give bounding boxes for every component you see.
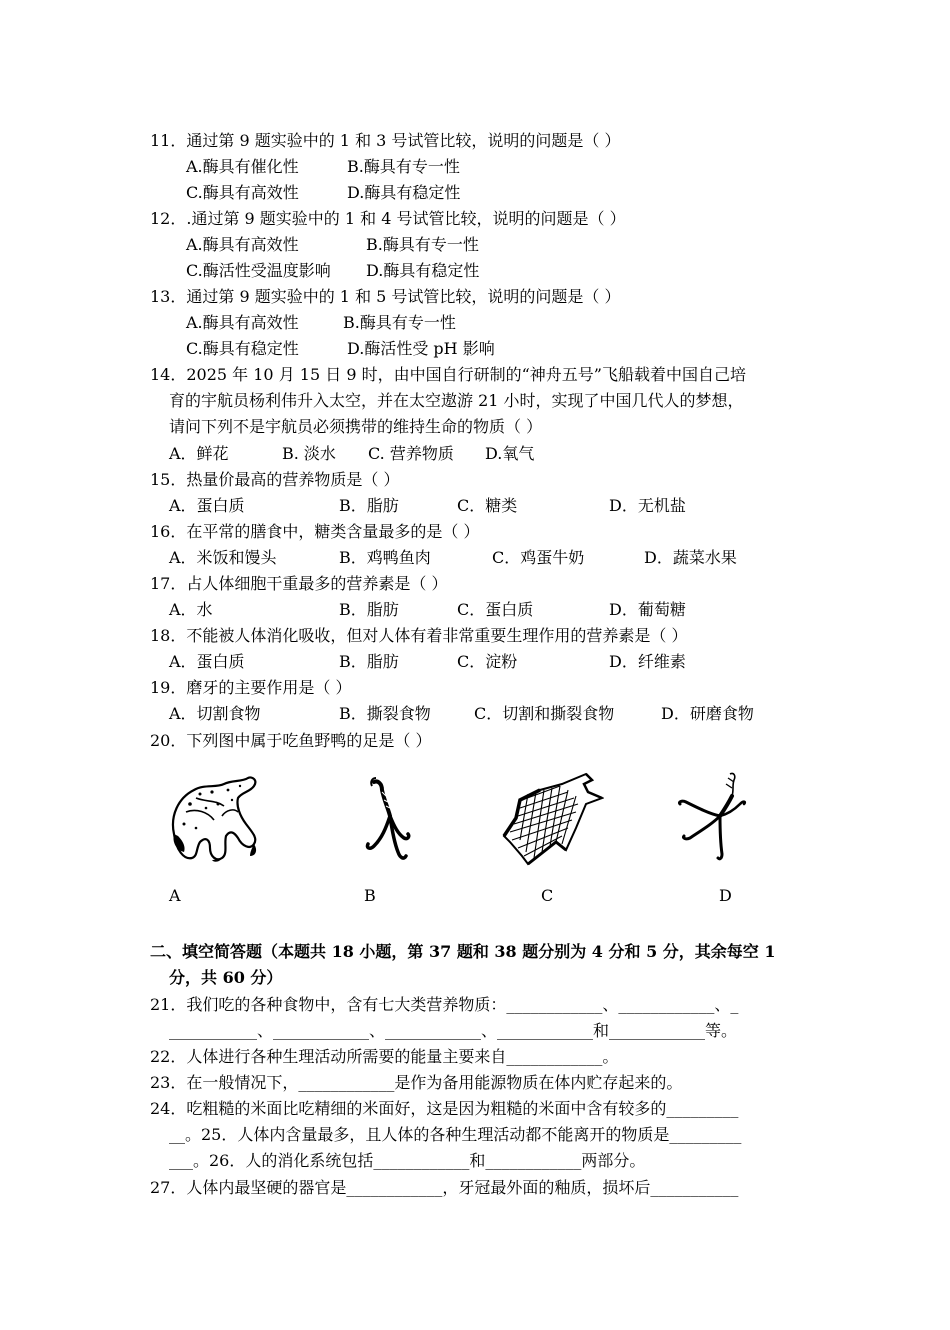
q12-option-d: D.酶具有稳定性 xyxy=(366,261,480,280)
foot-figure-a xyxy=(166,772,266,864)
q15-option-a: A．蛋白质 xyxy=(169,496,245,515)
q20-stem: 20．下列图中属于吃鱼野鸭的足是（ ） xyxy=(150,731,432,750)
q12-option-b: B.酶具有专一性 xyxy=(366,235,479,254)
q16-option-b: B．鸡鸭鱼肉 xyxy=(339,548,431,567)
q14-option-b: B. 淡水 xyxy=(282,444,336,463)
q16-option-d: D．蔬菜水果 xyxy=(644,548,737,567)
foot-label-a: A xyxy=(169,886,181,905)
q14-stem-line1: 14．2025 年 10 月 15 日 9 时，由中国自行研制的“神舟五号”飞船载着中国自己培 xyxy=(150,365,746,384)
q14-option-c: C. 营养物质 xyxy=(368,444,454,463)
q23: 23．在一般情况下，____________是作为备用能源物质在体内贮存起来的。 xyxy=(150,1073,683,1092)
q17-option-a: A．水 xyxy=(169,600,213,619)
foot-figure-d xyxy=(668,768,752,862)
q19-option-a: A．切割食物 xyxy=(169,704,261,723)
q16-stem: 16．在平常的膳食中，糖类含量最多的是（ ） xyxy=(150,522,480,541)
q24-line1: 24．吃粗糙的米面比吃精细的米面好，这是因为粗糙的米面中含有较多的_________ xyxy=(150,1099,739,1118)
q21-line2: ___________、____________、____________、____________和____________等。 xyxy=(169,1021,738,1040)
q13-option-c: C.酶具有稳定性 xyxy=(186,339,299,358)
q14-option-d: D.氧气 xyxy=(485,444,535,463)
foot-figure-c xyxy=(500,770,604,866)
q11-option-c: C.酶具有高效性 xyxy=(186,183,299,202)
q13-option-d: D.酶活性受 pH 影响 xyxy=(347,339,495,358)
q14-stem-line2: 育的宇航员杨利伟升入太空，并在太空遨游 21 小时，实现了中国几代人的梦想， xyxy=(169,391,744,410)
q18-option-d: D．纤维素 xyxy=(609,652,686,671)
q14-stem-line3: 请问下列不是宇航员必须携带的维持生命的物质（ ） xyxy=(169,417,543,436)
q17-stem: 17．占人体细胞干重最多的营养素是（ ） xyxy=(150,574,448,593)
q18-option-c: C．淀粉 xyxy=(457,652,518,671)
section2-heading-line2: 分，共 60 分） xyxy=(169,968,283,987)
q19-option-c: C．切割和撕裂食物 xyxy=(474,704,615,723)
q16-option-c: C．鸡蛋牛奶 xyxy=(492,548,585,567)
q24-line3: ___。26．人的消化系统包括____________和____________两部分。 xyxy=(169,1151,646,1170)
q12-option-a: A.酶具有高效性 xyxy=(186,235,299,254)
q18-stem: 18．不能被人体消化吸收，但对人体有着非常重要生理作用的营养素是（ ） xyxy=(150,626,688,645)
q16-option-a: A．米饭和馒头 xyxy=(169,548,277,567)
q14-option-a: A．鲜花 xyxy=(169,444,229,463)
q24-line2: __。25．人体内含量最多，且人体的各种生理活动都不能离开的物质是_________ xyxy=(169,1125,742,1144)
q13-option-b: B.酶具有专一性 xyxy=(343,313,456,332)
q13-option-a: A.酶具有高效性 xyxy=(186,313,299,332)
foot-figure-b xyxy=(360,776,420,870)
q12-option-c: C.酶活性受温度影响 xyxy=(186,261,331,280)
q12-stem: 12．.通过第 9 题实验中的 1 和 4 号试管比较，说明的问题是（ ） xyxy=(150,209,626,228)
q19-option-d: D．研磨食物 xyxy=(661,704,754,723)
q15-option-d: D．无机盐 xyxy=(609,496,686,515)
q27: 27．人体内最坚硬的器官是____________，牙冠最外面的釉质，损坏后___________ xyxy=(150,1178,739,1197)
q21-line1: 21．我们吃的各种食物中，含有七大类营养物质：____________、____________、_ xyxy=(150,995,739,1014)
q15-option-c: C．糖类 xyxy=(457,496,518,515)
q15-option-b: B．脂肪 xyxy=(339,496,399,515)
q11-option-d: D.酶具有稳定性 xyxy=(347,183,461,202)
q15-stem: 15．热量价最高的营养物质是（ ） xyxy=(150,470,400,489)
q17-option-c: C．蛋白质 xyxy=(457,600,534,619)
q11-option-a: A.酶具有催化性 xyxy=(186,157,299,176)
q19-option-b: B．撕裂食物 xyxy=(339,704,431,723)
q11-stem: 11．通过第 9 题实验中的 1 和 3 号试管比较，说明的问题是（ ） xyxy=(150,131,621,150)
q18-option-b: B．脂肪 xyxy=(339,652,399,671)
q17-option-b: B．脂肪 xyxy=(339,600,399,619)
q19-stem: 19．磨牙的主要作用是（ ） xyxy=(150,678,352,697)
section2-heading-line1: 二、填空简答题（本题共 18 小题，第 37 题和 38 题分别为 4 分和 5 分，其余每空 1 xyxy=(150,942,776,961)
foot-label-b: B xyxy=(364,886,376,905)
q13-stem: 13．通过第 9 题实验中的 1 和 5 号试管比较，说明的问题是（ ） xyxy=(150,287,621,306)
foot-label-d: D xyxy=(719,886,732,905)
foot-label-c: C xyxy=(541,886,554,905)
q22: 22．人体进行各种生理活动所需要的能量主要来自____________。 xyxy=(150,1047,619,1066)
q11-option-b: B.酶具有专一性 xyxy=(347,157,460,176)
q18-option-a: A．蛋白质 xyxy=(169,652,245,671)
q17-option-d: D．葡萄糖 xyxy=(609,600,686,619)
